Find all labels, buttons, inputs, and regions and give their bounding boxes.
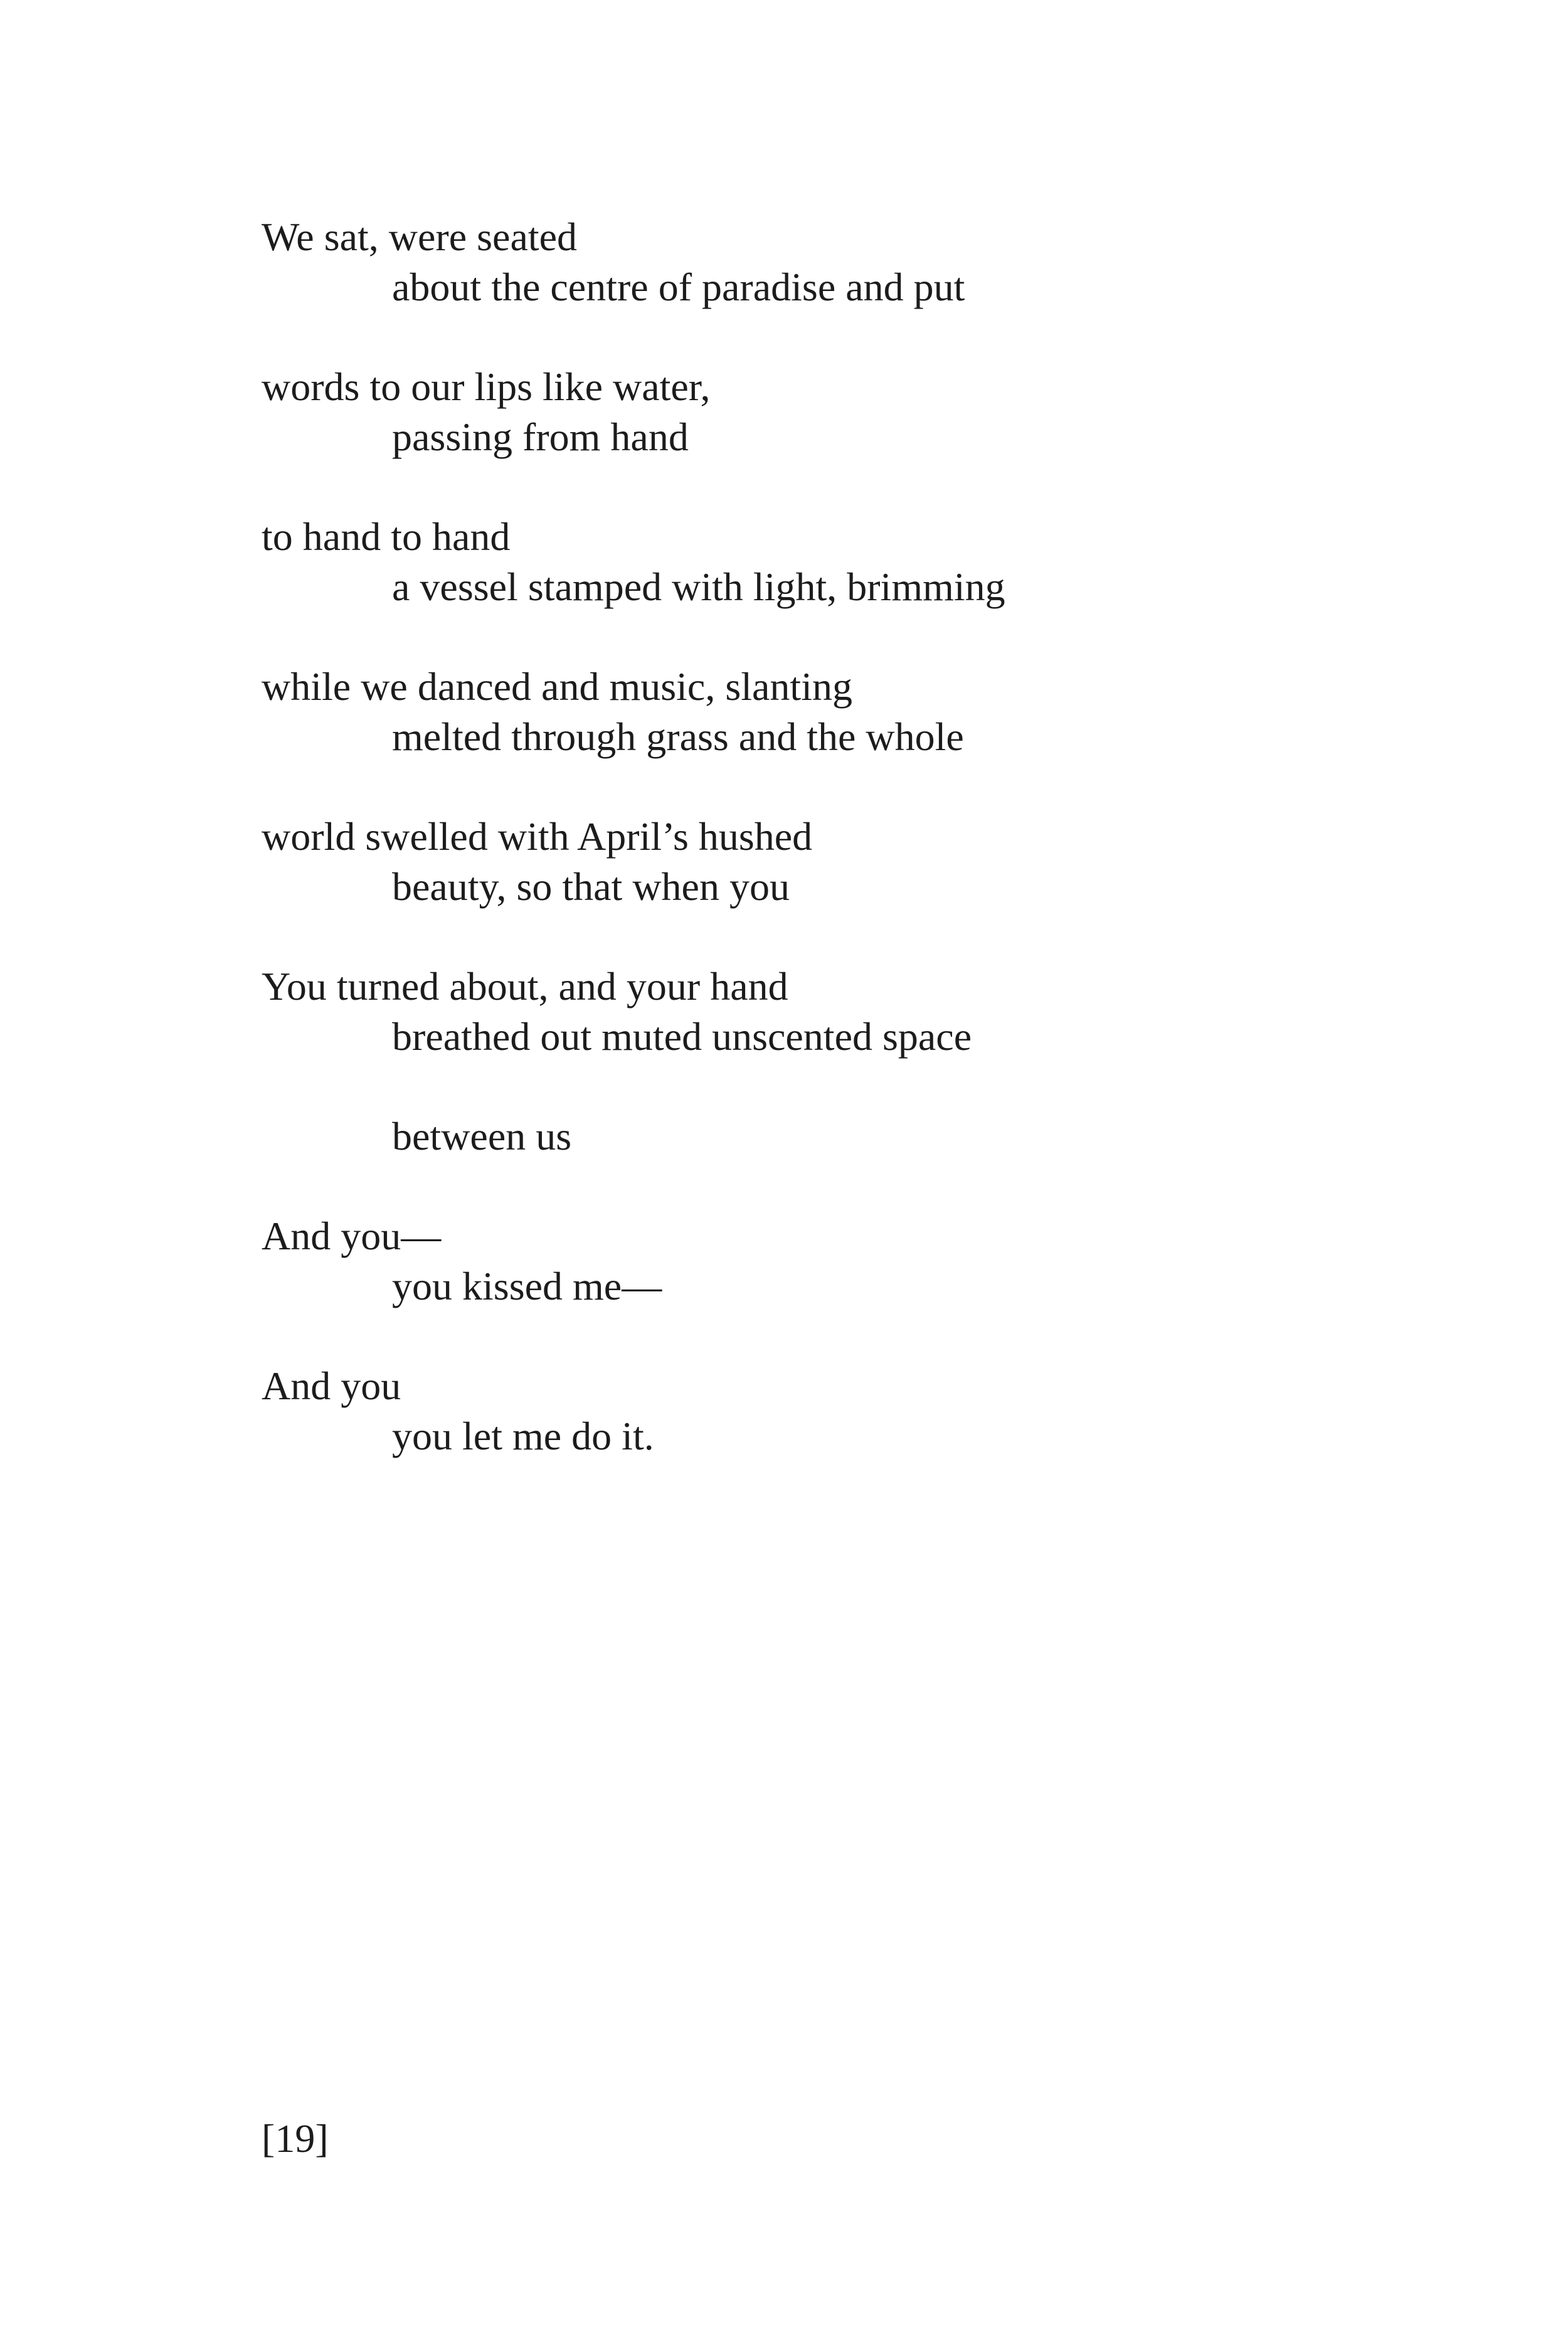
poem-line-indented: a vessel stamped with light, brimming	[392, 564, 1005, 609]
page-number: [19]	[262, 2116, 329, 2161]
stanza-4	[262, 662, 1453, 762]
stanza-5	[262, 812, 1453, 912]
poem-line-indented: you let me do it.	[392, 1414, 654, 1458]
stanza-3	[262, 512, 1453, 612]
poem-line-indented: passing from hand	[392, 415, 689, 459]
poem-line: to hand to hand	[262, 514, 511, 559]
stanza-8	[262, 1211, 1453, 1311]
poem-line: And you—	[262, 1214, 442, 1258]
stanza-1	[262, 212, 1453, 312]
stanza-9	[262, 1361, 1453, 1461]
poem-line: You turned about, and your hand	[262, 964, 788, 1009]
poem-line-indented: about the centre of paradise and put	[392, 265, 965, 309]
poem-line: And you	[262, 1364, 401, 1408]
poem-line: world swelled with April’s hushed	[262, 814, 813, 859]
stanza-2	[262, 362, 1453, 462]
poem-line: words to our lips like water,	[262, 364, 711, 409]
poem-line: while we danced and music, slanting	[262, 664, 852, 709]
poem-line-indented: between us	[392, 1114, 572, 1158]
poem-line-indented: you kissed me—	[392, 1264, 662, 1308]
stanza-6	[262, 961, 1453, 1062]
stanza-7	[262, 1111, 1453, 1162]
poem-line-indented: beauty, so that when you	[392, 864, 790, 909]
poem-line-indented: melted through grass and the whole	[392, 714, 964, 759]
poem-line: We sat, were seated	[262, 215, 578, 259]
poem	[262, 212, 1453, 1511]
poem-line-indented: breathed out muted unscented space	[392, 1014, 972, 1059]
